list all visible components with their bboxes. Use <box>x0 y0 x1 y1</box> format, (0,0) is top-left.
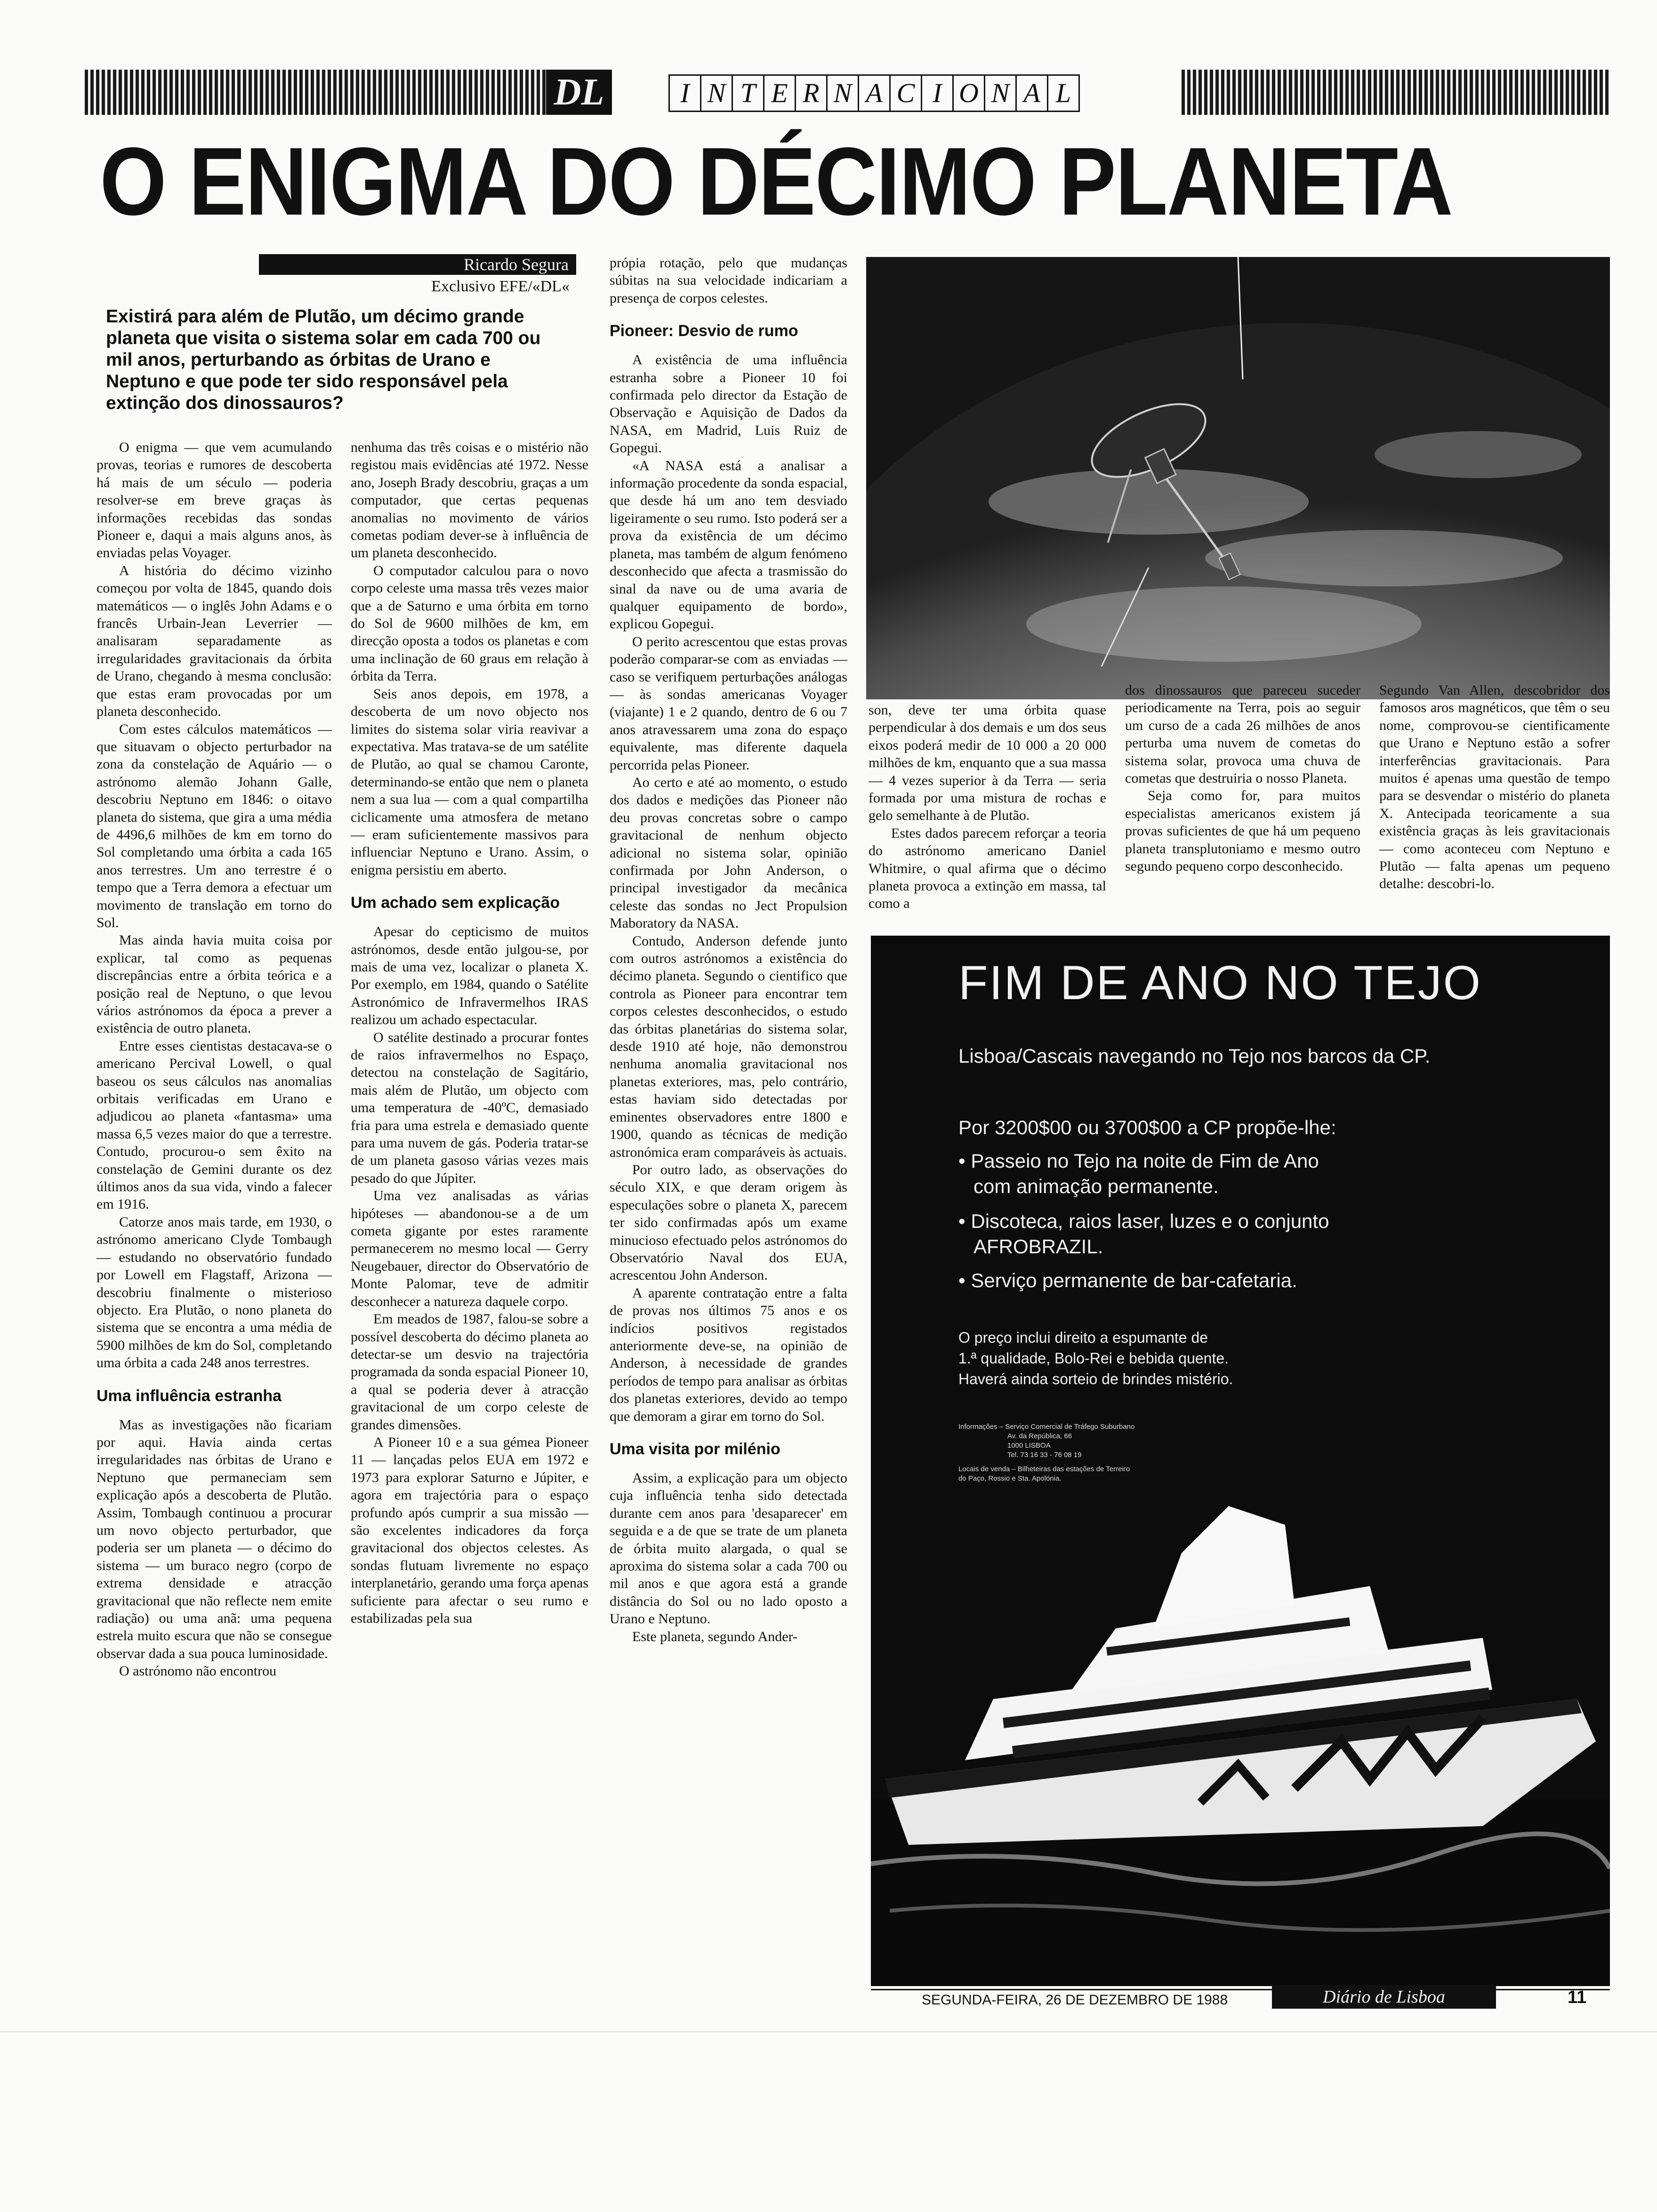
ad-price-note: O preço inclui direito a espumante de <box>958 1329 1208 1346</box>
paragraph: O enigma — que vem acumulando provas, teorias e rumores de descoberta há mais de um século — poderia resolver-se em breve graças às informações recebidas das sondas Pioneer e, daqui a mais alguns anos, às enviadas pelas Voyager. <box>97 440 332 561</box>
ferry-boat-illustration <box>871 1497 1610 1986</box>
page-number: 11 <box>1568 1988 1587 2007</box>
paragraph: Seja como for, para muitos especialistas americanos existem já provas suficientes de que há um pequeno planeta transplutoniamo e mesmo outro segundo pequeno corpo desconhecido. <box>1125 788 1360 874</box>
article-column-4 <box>869 701 1106 913</box>
paragraph: Uma vez analisadas as várias hipóteses — abandonou-se a de um cometa gigante por estes raramente permanecerem no mesmo local — Gerry Neugebauer, director do Observatório de Monte Palomar, teve de admitir desconhecer a natureza daquele corpo. <box>351 1188 588 1309</box>
section-letter: C <box>891 74 922 112</box>
ad-price-note: Haverá ainda sorteio de brindes mistério. <box>958 1370 1233 1387</box>
ad-info: Tel. 73 16 33 - 76 08 19 <box>1007 1451 1082 1459</box>
probe-illustration <box>866 257 1610 699</box>
paragraph: Com estes cálculos matemáticos — que situavam o objecto perturbador na zona da constelação de Aquário — o astrónomo alemão Johann Galle, descobriu Neptuno em 1846: o oitavo planeta do sistema, que gira a uma média de 4496,6 milhões de km em torno do Sol completando uma órbita a cada 165 anos terrestres. Um ano terrestre é o tempo que a Terra demora a efectuar um movimento de translação em torno do Sol. <box>97 721 332 930</box>
paragraph: O astrónomo não encontrou <box>119 1663 277 1679</box>
ad-info: Locais de venda – Bilheteiras das estações de Terreiro <box>958 1465 1130 1473</box>
section-label <box>668 74 1080 112</box>
ad-bullet: • Passeio no Tejo na noite de Fim de Ano <box>958 1150 1319 1172</box>
article-column-3 <box>610 254 847 1645</box>
paragraph: Ao certo e até ao momento, o estudo dos dados e medições das Pioneer não deu provas concretas sobre o campo gravitacional de nenhum objecto adicional no sistema solar, opinião confirmada por John Anderson, o principal investigador da mecânica celeste das sondas no Ject Propulsion Maboratory da NASA. <box>610 774 847 931</box>
paragraph: Mas ainda havia muita coisa por explicar, tal como as pequenas discrepâncias entre a órbita teórica e a posição real de Neptuno, o que levou vários astrónomos da época a prever a existência de outro planeta. <box>97 932 332 1036</box>
article-lead: Existirá para além de Plutão, um décimo grande planeta que visita o sistema solar em cada 700 ou mil anos, perturbando as órbitas de Urano e Neptuno e que pode ter sido responsável pela extinção dos dinossauros? <box>106 306 541 413</box>
section-letter: O <box>954 74 985 112</box>
paragraph: Em meados de 1987, falou-se sobre a possível descoberta do décimo planeta ao detectar-se um desvio na trajectória programada da sonda espacial Pioneer 10, a qual se poderia dever à atracção gravitacional de um corpo celeste de grandes dimensões. <box>351 1311 588 1433</box>
paragraph: dos dinossauros que pareceu suceder periodicamente na Terra, pois ao seguir um curso de a cada 26 milhões de anos perturba uma nuvem de cometas do sistema solar, provoca uma chuva de cometas que destruiria o nosso Planeta. <box>1125 682 1360 786</box>
paragraph: Catorze anos mais tarde, em 1930, o astrónomo americano Clyde Tombaugh — estudando no observatório fundado por Lowell em Flagstaff, Arizona — descobriu finalmente o misterioso objecto. Era Plutão, o nono planeta do sistema que se encontra a uma média de 5900 milhões de km do Sol, completando uma órbita a cada 248 anos terrestres. <box>97 1214 332 1371</box>
header-logo: DL <box>546 70 612 115</box>
paragraph: O computador calculou para o novo corpo celeste uma massa três vezes maior que a de Saturno e uma órbita em torno do Sol de 9600 milhões de km, em direcção oposta a todos os planetas e com uma inclinação de 60 graus em relação à órbita da Terra. <box>351 562 588 684</box>
ad-info: do Paço, Rossio e Sta. Apolónia. <box>958 1475 1062 1483</box>
article-column-6 <box>1379 681 1610 893</box>
paragraph: Apesar do cepticismo de muitos astrónomos, desde então julgou-se, por mais de uma vez, localizar o planeta X. Por exemplo, em 1984, quando o Satélite Astronómico de Infravermelhos IRAS realizou um achado espectacular. <box>351 924 588 1028</box>
paragraph: A história do décimo vizinho começou por volta de 1845, quando dois matemáticos — o inglês John Adams e o francês Urbain-Jean Leverrier — analisaram separadamente as irregularidades gravitacionais da órbita de Urano, chegando à mesma conclusão: que estas eram provocadas por um planeta desconhecido. <box>97 562 332 720</box>
ad-bullet: com animação permanente. <box>973 1175 1219 1197</box>
paragraph: O satélite destinado a procurar fontes de raios infravermelhos no Espaço, detectou na constelação de Sagitário, mais além de Plutão, um objecto com uma temperatura de -40ºC, demasiado fria para uma estrela e demasiado quente para uma nuvem de gás. Poderia tratar-se de um planeta gasoso várias vezes mais pesado do que Júpiter. <box>351 1029 588 1186</box>
subheading: Uma visita por milénio <box>610 1440 780 1458</box>
header-band-left <box>85 70 546 115</box>
paragraph: A Pioneer 10 e a sua gémea Pioneer 11 — lançadas pelos EUA em 1972 e 1973 para explorar Saturno e Júpiter, e agora em trajectória para o espaço profundo após cumprir a sua missão — são excelentes indicadores da força gravitacional dos objectos celestes. As sondas flutuam livremente no espaço interplanetário, gerando uma força apenas suficiente para afectar o seu rumo e estabilizadas pela sua <box>351 1434 588 1626</box>
byline-author: Ricardo Segura <box>259 254 576 275</box>
article-column-1 <box>97 439 332 1680</box>
header-band-right <box>1182 70 1610 115</box>
ad-bullet: AFROBRAZIL. <box>973 1235 1103 1258</box>
paragraph: Entre esses cientistas destacava-se o americano Percival Lowell, o qual baseou os seus cálculos nas anomalias orbitais verificadas em Urano e adjudicou ao planeta «fantasma» uma massa 6,5 vezes maior do que a terrestre. Contudo, procurou-o sem êxito na constelação de Gemini durante os dez últimos anos da sua vida, vindo a falecer em 1916. <box>97 1038 332 1212</box>
ad-bullet: • Discoteca, raios laser, luzes e o conjunto <box>958 1210 1329 1232</box>
ad-subtitle: Lisboa/Cascais navegando no Tejo nos barcos da CP. <box>958 1045 1431 1067</box>
section-letter: L <box>1048 74 1080 112</box>
ad-offer: Por 3200$00 ou 3700$00 a CP propõe-lhe: <box>958 1116 1336 1138</box>
section-letter: A <box>1017 74 1048 112</box>
paragraph: Assim, a explicação para um objecto cuja influência tenha sido detectada durante cem anos para 'desaparecer' em seguida e a de que se trate de um planeta de órbita muito alargada, o qual se aproxima do sistema solar a cada 700 ou mil anos e que agora está a grande distância do Sol ou no lado oposto a Urano e Neptuno. <box>610 1470 847 1627</box>
ad-title: FIM DE ANO NO TEJO <box>958 956 1482 1010</box>
paragraph: Estes dados parecem reforçar a teoria do astrónomo americano Daniel Whitmire, o qual afirma que o décimo planeta provoca a extinção em massa, tal como a <box>869 825 1106 912</box>
section-letter: E <box>764 74 796 112</box>
paragraph: Seis anos depois, em 1978, a descoberta de um novo objecto nos limites do sistema solar viria reavivar a expectativa. Mas tratava-se de um satélite de Plutão, ao qual se chamou Caronte, determinando-se então que nem o planeta nem a sua lua — com a qual compartilha ciclicamente uma atmosfera de metano — eram suficientemente massivos para influenciar Neptuno e Urano. Assim, o enigma persistiu em aberto. <box>351 686 588 878</box>
paragraph: son, deve ter uma órbita quase perpendicular à dos demais e um dos seus eixos poderá medir de 10 000 a 20 000 milhões de km, enquanto que a sua massa — 4 vezes superior à da Terra — seria formada por uma mistura de rochas e gelo semelhante à de Plutão. <box>869 702 1106 824</box>
subheading: Um achado sem explicação <box>351 894 560 912</box>
section-letter: I <box>668 74 701 112</box>
section-letter: I <box>922 74 954 112</box>
paragraph: nenhuma das três coisas e o mistério não registou mais evidências até 1972. Nesse ano, Joseph Brady descobriu, graças a um computador, que certas pequenas anomalias no movimento de vários cometas podiam dever-se à influência de um planeta desconhecido. <box>351 440 588 561</box>
paragraph: própia rotação, pelo que mudanças súbitas na sua velocidade indicariam a presença de corpos celestes. <box>610 255 847 306</box>
page-title: O ENIGMA DO DÉCIMO PLANETA <box>100 128 1452 235</box>
paragraph: O perito acrescentou que estas provas poderão comparar-se com as enviadas — caso se verifiquem perturbações análogas — às sondas americanas Voyager (viajante) 1 e 2 quando, dentro de 6 ou 7 anos atravessarem uma zona do espaço equivalente, mas diferente daquela percorrida pelas Pioneer. <box>610 633 847 773</box>
ad-info: Av. da República, 66 <box>1007 1432 1072 1440</box>
paragraph: Este planeta, segundo Ander- <box>632 1628 797 1644</box>
footer-paper-name: Diário de Lisboa <box>1272 1985 1496 2009</box>
article-column-5 <box>1125 681 1360 875</box>
paragraph: Por outro lado, as observações do século XIX, e que deram origem às especulações sobre o planeta X, parecem ter sido confirmadas após um exame minucioso efectuado pelos astrónomos do Observatório Naval dos EUA, acrescentou John Anderson. <box>610 1162 847 1283</box>
footer-rule <box>871 1989 1610 1990</box>
pioneer-probe-photo <box>866 257 1610 699</box>
page-bottom-rule <box>0 2031 1657 2032</box>
advertisement-fim-de-ano <box>871 936 1610 1986</box>
article-column-2 <box>351 439 588 1627</box>
paragraph: Segundo Van Allen, descobridor dos famosos aros magnéticos, que têm o seu nome, comprovou-se cientificamente que Urano e Neptuno estão a sofrer interferências gravitacionais. Para muitos é apenas uma questão de tempo para se desvendar o mistério do planeta X. Antecipada teoricamente a sua existência graças às leis gravitacionais — como aconteceu com Neptuno e Plutão — falta apenas um pequeno detalhe: descobri-lo. <box>1379 682 1610 892</box>
section-letter: T <box>733 74 764 112</box>
ad-info: 1000 LISBOA <box>1007 1442 1051 1450</box>
paragraph: Contudo, Anderson defende junto com outros astrónomos a existência do décimo planeta. Segundo o cientifico que controla as Pioneer para encontrar tem corpos celestes desconhecidos, o estudo das órbitas planetárias do sistema solar, desde 1910 até hoje, não demonstrou nenhuma anomalia gravitacional nos planetas exteriores, mas, pelo contrário, estas haviam sido detectadas por eminentes observadores entre 1800 e 1900, quando as técnicas de medição astronómica eram comparáveis às actuais. <box>610 933 847 1160</box>
subheading: Uma influência estranha <box>97 1387 282 1405</box>
section-letter: N <box>701 74 733 112</box>
section-letter: N <box>828 74 859 112</box>
paragraph: «A NASA está a analisar a informação procedente da sonda espacial, que desde há um ano tem desviado ligeiramente o seu rumo. Isto poderá ser a prova da existência de um décimo planeta, mas também de algum fenómeno desconhecido que afecta a trasmissão do sinal da nave ou de uma avaria de qualquer equipamento de bordo», explicou Gopegui. <box>610 457 847 632</box>
ad-info: Informações – Serviço Comercial de Tráfego Suburbano <box>958 1423 1135 1431</box>
ad-price-note: 1.ª qualidade, Bolo-Rei e bebida quente. <box>958 1350 1229 1367</box>
section-letter: A <box>859 74 891 112</box>
paragraph: A existência de uma influência estranha sobre a Pioneer 10 foi confirmada pelo director da Estação de Observação e Aquisição de Dados da NASA, em Madrid, Luis Ruiz de Gopegui. <box>610 352 847 456</box>
byline-agency: Exclusivo EFE/«DL« <box>431 278 570 295</box>
ad-bullet: • Serviço permanente de bar-cafetaria. <box>958 1269 1297 1291</box>
section-letter: N <box>985 74 1017 112</box>
section-letter: R <box>796 74 828 112</box>
footer-date: SEGUNDA-FEIRA, 26 DE DEZEMBRO DE 1988 <box>922 1992 1228 2008</box>
subheading: Pioneer: Desvio de rumo <box>610 322 798 340</box>
paragraph: Mas as investigações não ficariam por aqui. Havia ainda certas irregularidades nas órbitas de Urano e Neptuno que permaneciam sem explicação após a descoberta de Plutão. Assim, Tombaugh continuou a procurar um novo objecto perturbador, que poderia ser um planeta — o décimo do sistema — um buraco negro (corpo de extrema densidade e atracção gravitacional que não reflecte nem emite radiação) ou uma anã: uma pequena estrela muito escura que não se consegue observar dada a sua pouca luminosidade. <box>97 1417 332 1661</box>
paragraph: A aparente contratação entre a falta de provas nos últimos 75 anos e os indícios positivos registados anteriormente deve-se, na opinião de Anderson, à necessidade de grandes períodos de tempo para analisar as órbitas dos planetas exteriores, devido ao tempo que demoram a girar em torno do Sol. <box>610 1285 847 1424</box>
